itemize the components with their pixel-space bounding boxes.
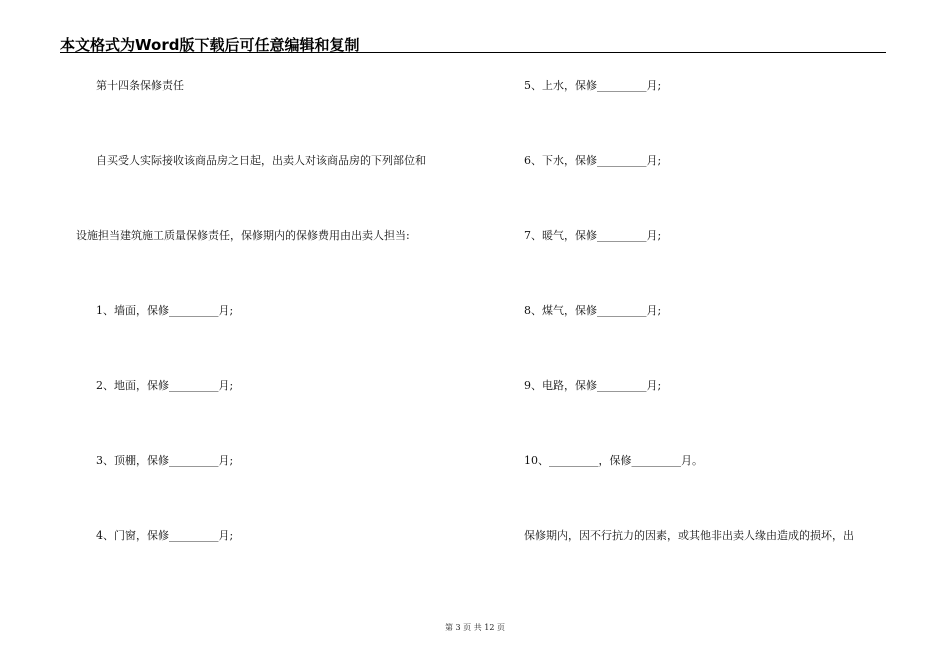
document-header-title: 本文格式为Word版下载后可任意编辑和复制 xyxy=(60,36,360,54)
list-item-3: 3、顶棚，保修_________月; xyxy=(96,454,234,467)
article-title: 第十四条保修责任 xyxy=(96,79,184,92)
list-item-2: 2、地面，保修_________月; xyxy=(96,379,234,392)
list-item-1: 1、墙面，保修_________月; xyxy=(96,304,234,317)
list-item-6: 6、下水，保修_________月; xyxy=(524,154,662,167)
list-item-4: 4、门窗，保修_________月; xyxy=(96,529,234,542)
list-item-10: 10、_________，保修_________月。 xyxy=(524,454,703,467)
list-item-9: 9、电路，保修_________月; xyxy=(524,379,662,392)
paragraph-1: 自买受人实际接收该商品房之日起，出卖人对该商品房的下列部位和 xyxy=(96,154,426,167)
paragraph-2: 设施担当建筑施工质量保修责任，保修期内的保修费用由出卖人担当: xyxy=(76,229,410,242)
list-item-5: 5、上水，保修_________月; xyxy=(524,79,662,92)
list-item-7: 7、暖气，保修_________月; xyxy=(524,229,662,242)
header-divider xyxy=(60,52,886,53)
paragraph-3: 保修期内，因不行抗力的因素，或其他非出卖人缘由造成的损坏，出 xyxy=(524,529,854,542)
page-number-footer: 第 3 页 共 12 页 xyxy=(445,623,505,632)
list-item-8: 8、煤气，保修_________月; xyxy=(524,304,662,317)
